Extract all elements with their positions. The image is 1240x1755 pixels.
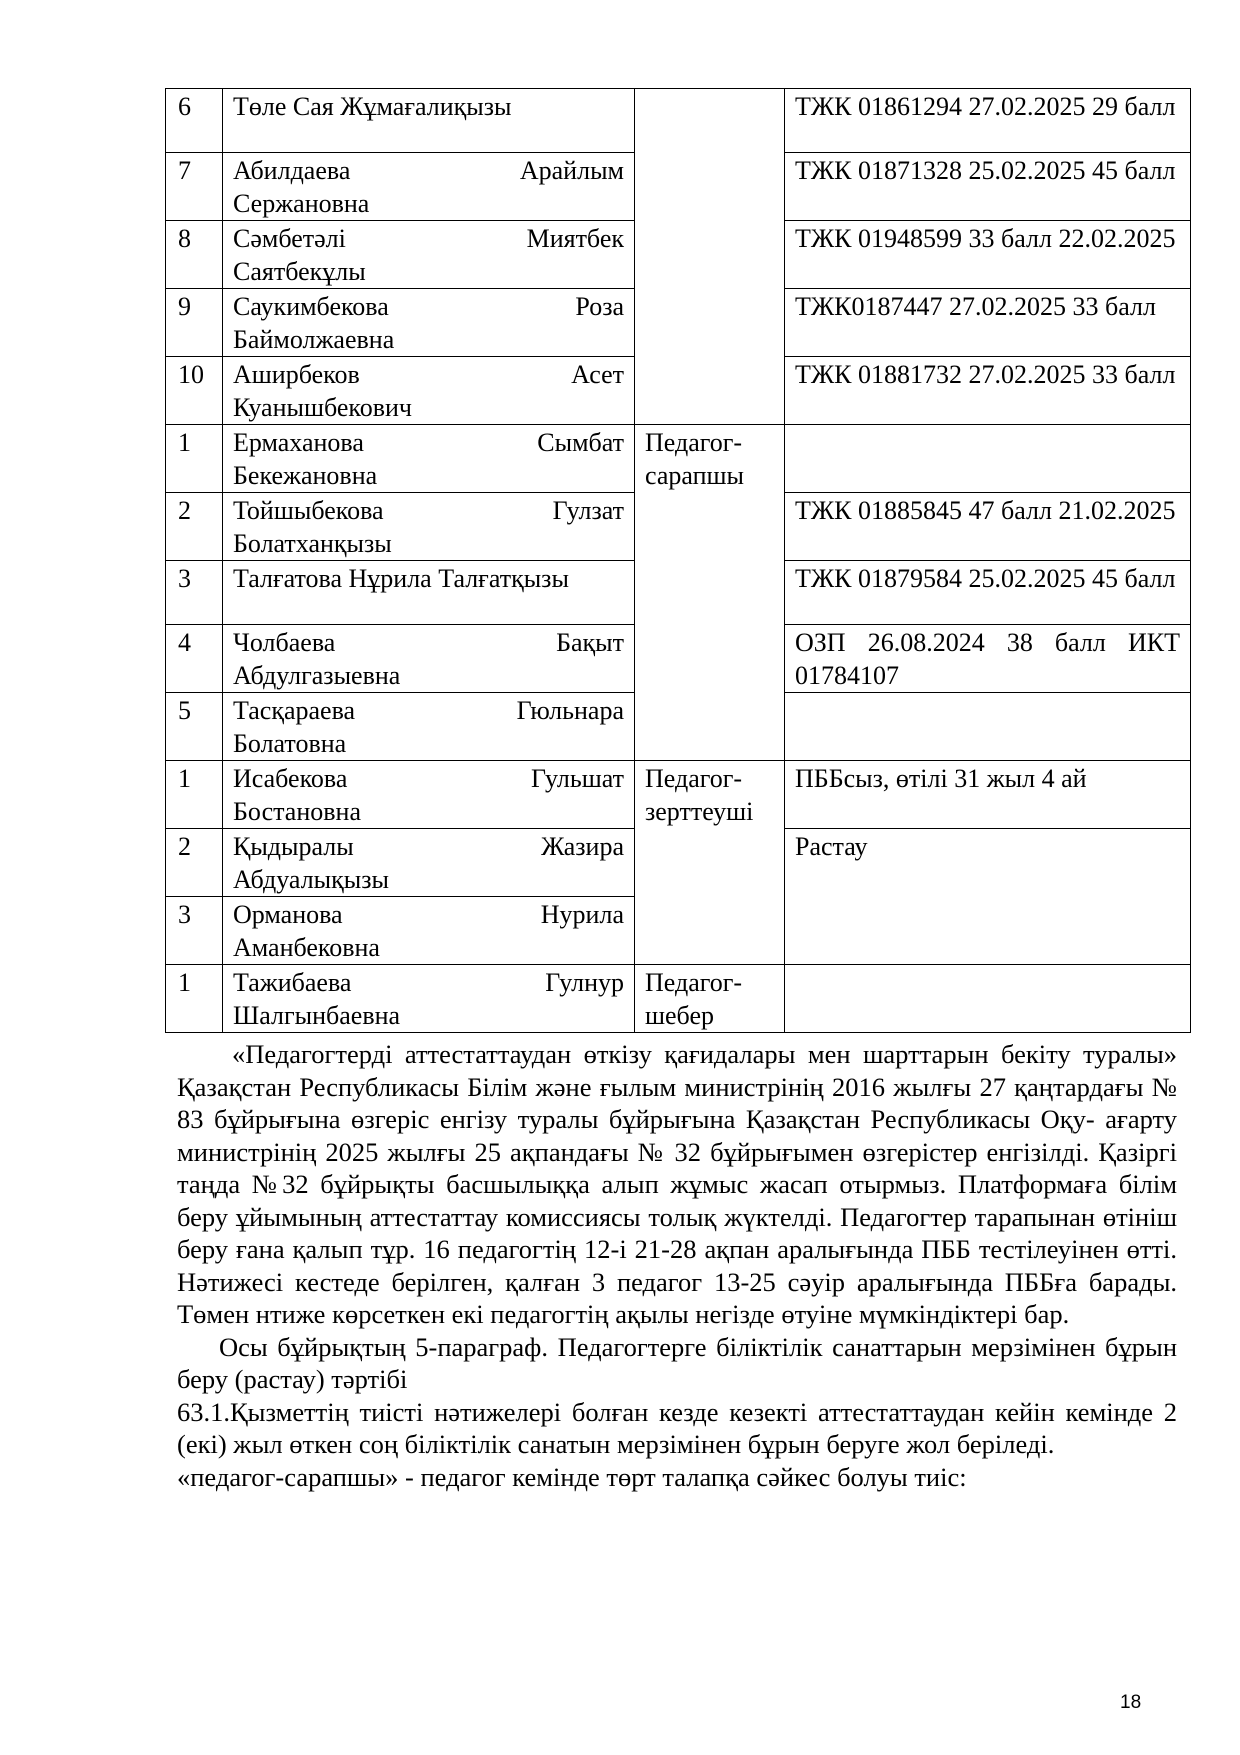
name-part: Аширбеков xyxy=(233,360,360,389)
name-second-line: Абдулгазыевна xyxy=(233,661,401,690)
paragraph-rule-63-1: 63.1.Қызметтің тиісті нәтижелері болған кезде кезекті аттестаттаудан кейін кемінде 2 (екі) жыл өткен соң біліктілік санатын мерзімінен бұрын беруге жол беріледі. xyxy=(177,1396,1177,1459)
result-cell: ТЖК 01879584 25.02.2025 45 балл xyxy=(785,561,1191,625)
name-second-line: Сержановна xyxy=(233,189,370,218)
teacher-name xyxy=(223,289,635,357)
result-cell: ТЖК 01885845 47 балл 21.02.2025 xyxy=(785,493,1191,561)
name-second-line: Бостановна xyxy=(233,797,361,826)
row-number: 1 xyxy=(166,425,223,493)
result-cell: ОЗП 26.08.2024 38 балл ИКТ 01784107 xyxy=(785,625,1191,693)
table-row xyxy=(166,425,1191,493)
name-second-line: Абдуалықызы xyxy=(233,865,389,894)
name-second-line: Болатханқызы xyxy=(233,529,392,558)
row-number: 1 xyxy=(166,761,223,829)
row-number: 1 xyxy=(166,965,223,1033)
result-cell: ТЖК 01871328 25.02.2025 45 балл xyxy=(785,153,1191,221)
name-part: Гулзат xyxy=(552,496,624,525)
row-number: 5 xyxy=(166,693,223,761)
name-part: Арайлым xyxy=(519,156,624,185)
name-part: Гулнур xyxy=(545,968,624,997)
teacher-name xyxy=(223,493,635,561)
name-part: Гюльнара xyxy=(516,696,624,725)
paragraph-expert-requirements: «педагог-сарапшы» - педагог кемінде төрт талапқа сәйкес болуы тиіс: xyxy=(177,1461,967,1492)
row-number: 3 xyxy=(166,561,223,625)
name-part: Чолбаева xyxy=(233,628,336,657)
name-part: Роза xyxy=(575,292,624,321)
teacher-name xyxy=(223,693,635,761)
name-part: Сәмбетәлі xyxy=(233,224,346,253)
teacher-name xyxy=(223,829,635,897)
name-part: Гульшат xyxy=(531,764,624,793)
name-second-line: Аманбековна xyxy=(233,933,380,962)
row-number: 6 xyxy=(166,89,223,153)
name-part: Қыдыралы xyxy=(233,832,354,861)
name-second-line: Баймолжаевна xyxy=(233,325,395,354)
result-cell: ТЖК0187447 27.02.2025 33 балл xyxy=(785,289,1191,357)
paragraph-order-change: «Педагогтерді аттестаттаудан өткізу қағидалары мен шарттарын бекіту туралы» Қазақстан Республикасы Білім және ғылым министрінің 2016 жылғы 27 қаңтардағы № 83 бұйрығына өзгеріс енгізу туралы бұйрығына Қазақстан Республикасы Оқу- ағарту министрінің 2025 жылғы 25 ақпандағы № 32 бұйрығымен өзгерістер енгізілді. Қазіргі таңда №32 бұйрықты басшылыққа алып жұмыс жасап отырмыз. Платформаға білім беру ұйымының аттестаттау комиссиясы толық жүктелді. Педагогтер тарапынан өтініш беру ғана қалып тұр. 16 педагогтің 12-і 21-28 ақпан аралығында ПББ тестілеуінен өтті. Нәтижесі кестеде берілген, қалған 3 педагог 13-25 сәуір аралығында ПББға барады. Төмен нтиже көрсеткен екі педагогтің ақылы негізде өтуіне мүмкіндіктері бар. xyxy=(177,1039,1177,1329)
name-second-line: Шалгынбаевна xyxy=(233,1001,401,1030)
category-cell: Педагог-сарапшы xyxy=(635,425,785,761)
row-number: 3 xyxy=(166,897,223,965)
row-number: 10 xyxy=(166,357,223,425)
name-second-line: Куанышбекович xyxy=(233,393,412,422)
name-part: Орманова xyxy=(233,900,343,929)
teachers-table-body xyxy=(166,89,1191,1033)
teacher-name xyxy=(223,425,635,493)
result-cell: ТЖК 01881732 27.02.2025 33 балл xyxy=(785,357,1191,425)
page-number: 18 xyxy=(1120,1692,1142,1713)
category-cell xyxy=(635,89,785,425)
result-cell: Растау xyxy=(785,829,1191,965)
table-row xyxy=(166,965,1191,1033)
teacher-name xyxy=(223,357,635,425)
paragraph-section-title: Осы бұйрықтың 5-параграф. Педагогтерге біліктілік санаттарын мерзімінен бұрын беру (растау) тәртібі xyxy=(177,1331,1177,1394)
teacher-name xyxy=(223,561,635,625)
name-part: Бақыт xyxy=(556,628,624,657)
result-cell: ТЖК 01861294 27.02.2025 29 балл xyxy=(785,89,1191,153)
row-number: 2 xyxy=(166,493,223,561)
teachers-table xyxy=(165,88,1191,1033)
category-cell: Педагог-зерттеуші xyxy=(635,761,785,965)
row-number: 7 xyxy=(166,153,223,221)
row-number: 2 xyxy=(166,829,223,897)
teacher-name xyxy=(223,89,635,153)
result-cell xyxy=(785,965,1191,1033)
result-cell xyxy=(785,693,1191,761)
name-part: Нурила xyxy=(540,900,624,929)
row-number: 9 xyxy=(166,289,223,357)
name-part: Исабекова xyxy=(233,764,348,793)
result-cell xyxy=(785,425,1191,493)
name-part: Тасқараева xyxy=(233,696,356,725)
result-cell: ПББсыз, өтілі 31 жыл 4 ай xyxy=(785,761,1191,829)
table-row xyxy=(166,761,1191,829)
name-part: Миятбек xyxy=(526,224,624,253)
name-part: Абилдаева xyxy=(233,156,351,185)
name-part: Сымбат xyxy=(537,428,624,457)
name-part: Тажибаева xyxy=(233,968,352,997)
teacher-name xyxy=(223,625,635,693)
row-number: 8 xyxy=(166,221,223,289)
name-part: Ермаханова xyxy=(233,428,364,457)
body-text xyxy=(177,1038,1177,1493)
row-number: 4 xyxy=(166,625,223,693)
name-part: Талғатова Нұрила Талғатқызы xyxy=(233,564,569,593)
name-part: Тойшыбекова xyxy=(233,496,384,525)
name-part: Төле Сая Жұмағалиқызы xyxy=(233,92,512,121)
teacher-name xyxy=(223,153,635,221)
teacher-name xyxy=(223,761,635,829)
result-cell: ТЖК 01948599 33 балл 22.02.2025 xyxy=(785,221,1191,289)
category-cell: Педагог-шебер xyxy=(635,965,785,1033)
name-part: Саукимбекова xyxy=(233,292,389,321)
table-row xyxy=(166,89,1191,153)
teacher-name xyxy=(223,965,635,1033)
name-part: Жазира xyxy=(541,832,624,861)
teacher-name xyxy=(223,221,635,289)
name-second-line: Бекежановна xyxy=(233,461,378,490)
name-second-line: Саятбекұлы xyxy=(233,257,366,286)
teacher-name xyxy=(223,897,635,965)
name-second-line: Болатовна xyxy=(233,729,347,758)
name-part: Асет xyxy=(571,360,624,389)
